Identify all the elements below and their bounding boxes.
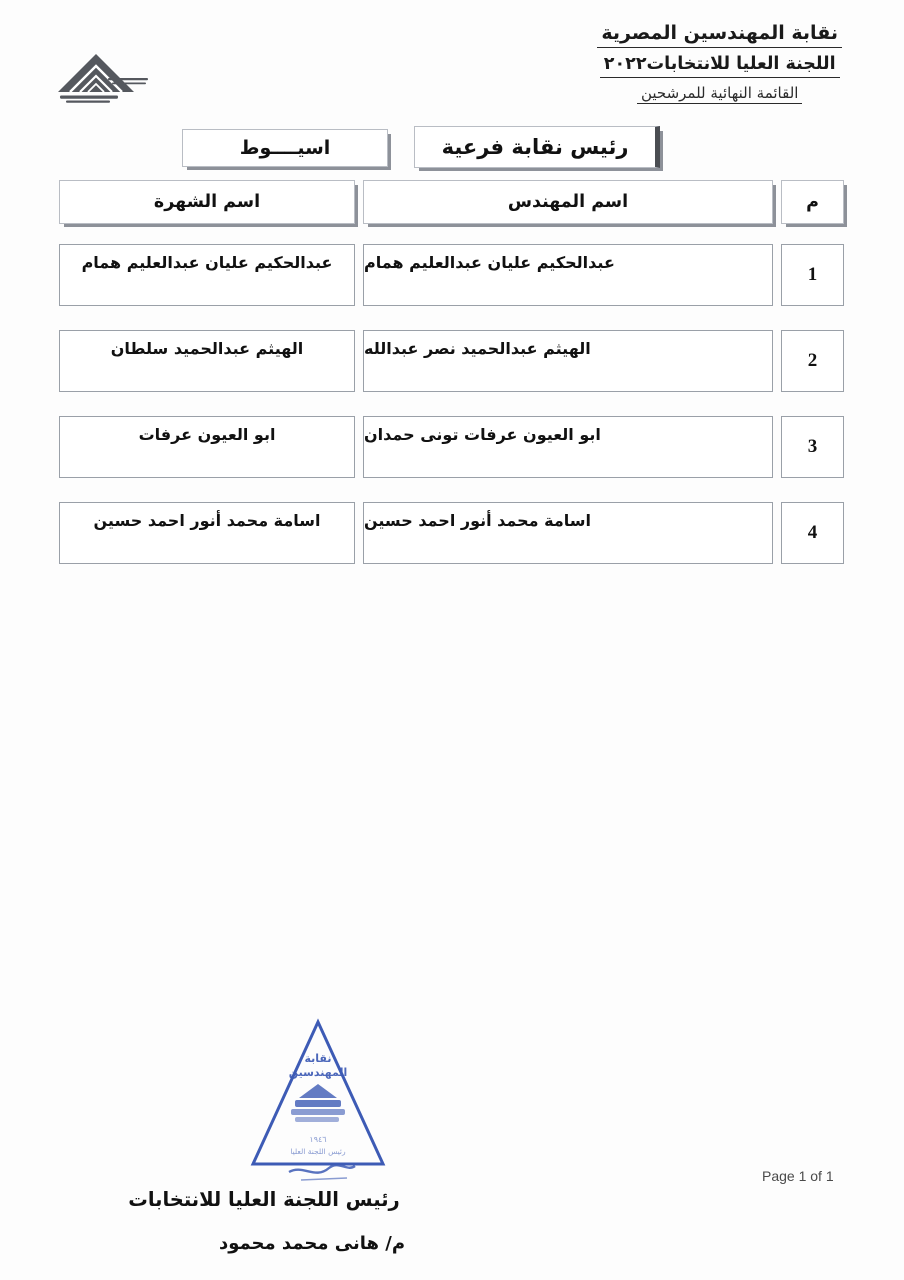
row-number-value: 1 bbox=[807, 264, 818, 285]
fame-name-cell bbox=[59, 244, 355, 306]
fame-name-cell bbox=[59, 330, 355, 392]
committee-name: اللجنة العليا للانتخابات٢٠٢٢ bbox=[600, 54, 840, 78]
signature-name: م/ هانى محمد محمود bbox=[218, 1233, 406, 1254]
svg-text:المهندسين: المهندسين bbox=[288, 1066, 348, 1079]
fame-name-value: عبدالحكيم عليان عبدالعليم همام bbox=[81, 253, 333, 272]
row-number-cell bbox=[781, 416, 844, 478]
engineer-name-value: ابو العيون عرفات تونى حمدان bbox=[364, 425, 601, 444]
column-header-fame-name bbox=[59, 180, 355, 224]
row-spacer bbox=[0, 318, 904, 330]
engineers-syndicate-pyramid-logo-icon bbox=[52, 48, 172, 106]
fame-name-value: الهيثم عبدالحميد سلطان bbox=[110, 339, 304, 358]
fame-name-cell bbox=[59, 416, 355, 478]
position-title-box bbox=[414, 126, 660, 168]
column-header-number bbox=[781, 180, 844, 224]
svg-text:نقابة: نقابة bbox=[304, 1052, 332, 1065]
row-number-cell bbox=[781, 244, 844, 306]
row-number-cell bbox=[781, 330, 844, 392]
fame-name-cell bbox=[59, 502, 355, 564]
candidates-table bbox=[0, 180, 904, 576]
column-header-number-label: م bbox=[806, 192, 819, 212]
engineer-name-value: عبدالحكيم عليان عبدالعليم همام bbox=[364, 253, 615, 272]
list-title: القائمة النهائية للمرشحين bbox=[637, 84, 803, 105]
title-bar bbox=[0, 126, 904, 178]
column-header-engineer-name-label: اسم المهندس bbox=[507, 192, 629, 212]
header-text-block bbox=[597, 22, 842, 104]
table-header-row bbox=[0, 180, 904, 232]
column-header-fame-name-label: اسم الشهرة bbox=[153, 192, 261, 212]
branch-title-box bbox=[182, 129, 388, 167]
engineer-name-cell bbox=[363, 502, 773, 564]
engineer-name-value: اسامة محمد أنور احمد حسين bbox=[364, 511, 591, 530]
fame-name-value: ابو العيون عرفات bbox=[138, 425, 276, 444]
engineer-name-cell bbox=[363, 416, 773, 478]
signature-title: رئيس اللجنة العليا للانتخابات bbox=[128, 1188, 400, 1211]
signature-block bbox=[54, 1188, 474, 1254]
document-header bbox=[0, 22, 904, 122]
organization-name: نقابة المهندسين المصرية bbox=[597, 22, 842, 48]
table-row bbox=[0, 244, 904, 318]
engineer-name-cell bbox=[363, 244, 773, 306]
svg-text:١٩٤٦: ١٩٤٦ bbox=[309, 1135, 327, 1144]
table-row bbox=[0, 330, 904, 404]
engineer-name-value: الهيثم عبدالحميد نصر عبدالله bbox=[364, 339, 591, 358]
table-row bbox=[0, 416, 904, 490]
position-title-label: رئيس نقابة فرعية bbox=[441, 135, 629, 159]
column-header-engineer-name bbox=[363, 180, 773, 224]
row-number-value: 2 bbox=[807, 350, 818, 371]
row-number-cell bbox=[781, 502, 844, 564]
engineer-name-cell bbox=[363, 330, 773, 392]
row-spacer bbox=[0, 404, 904, 416]
row-number-value: 4 bbox=[807, 522, 818, 543]
svg-text:رئيس اللجنة العليا: رئيس اللجنة العليا bbox=[290, 1147, 346, 1156]
row-spacer bbox=[0, 232, 904, 244]
row-spacer bbox=[0, 490, 904, 502]
branch-title-label: اسيــــوط bbox=[239, 137, 331, 159]
fame-name-value: اسامة محمد أنور احمد حسين bbox=[93, 511, 321, 530]
page-indicator: Page 1 of 1 bbox=[762, 1168, 834, 1184]
row-number-value: 3 bbox=[807, 436, 818, 457]
official-triangular-seal-icon bbox=[243, 1014, 393, 1194]
table-row bbox=[0, 502, 904, 576]
